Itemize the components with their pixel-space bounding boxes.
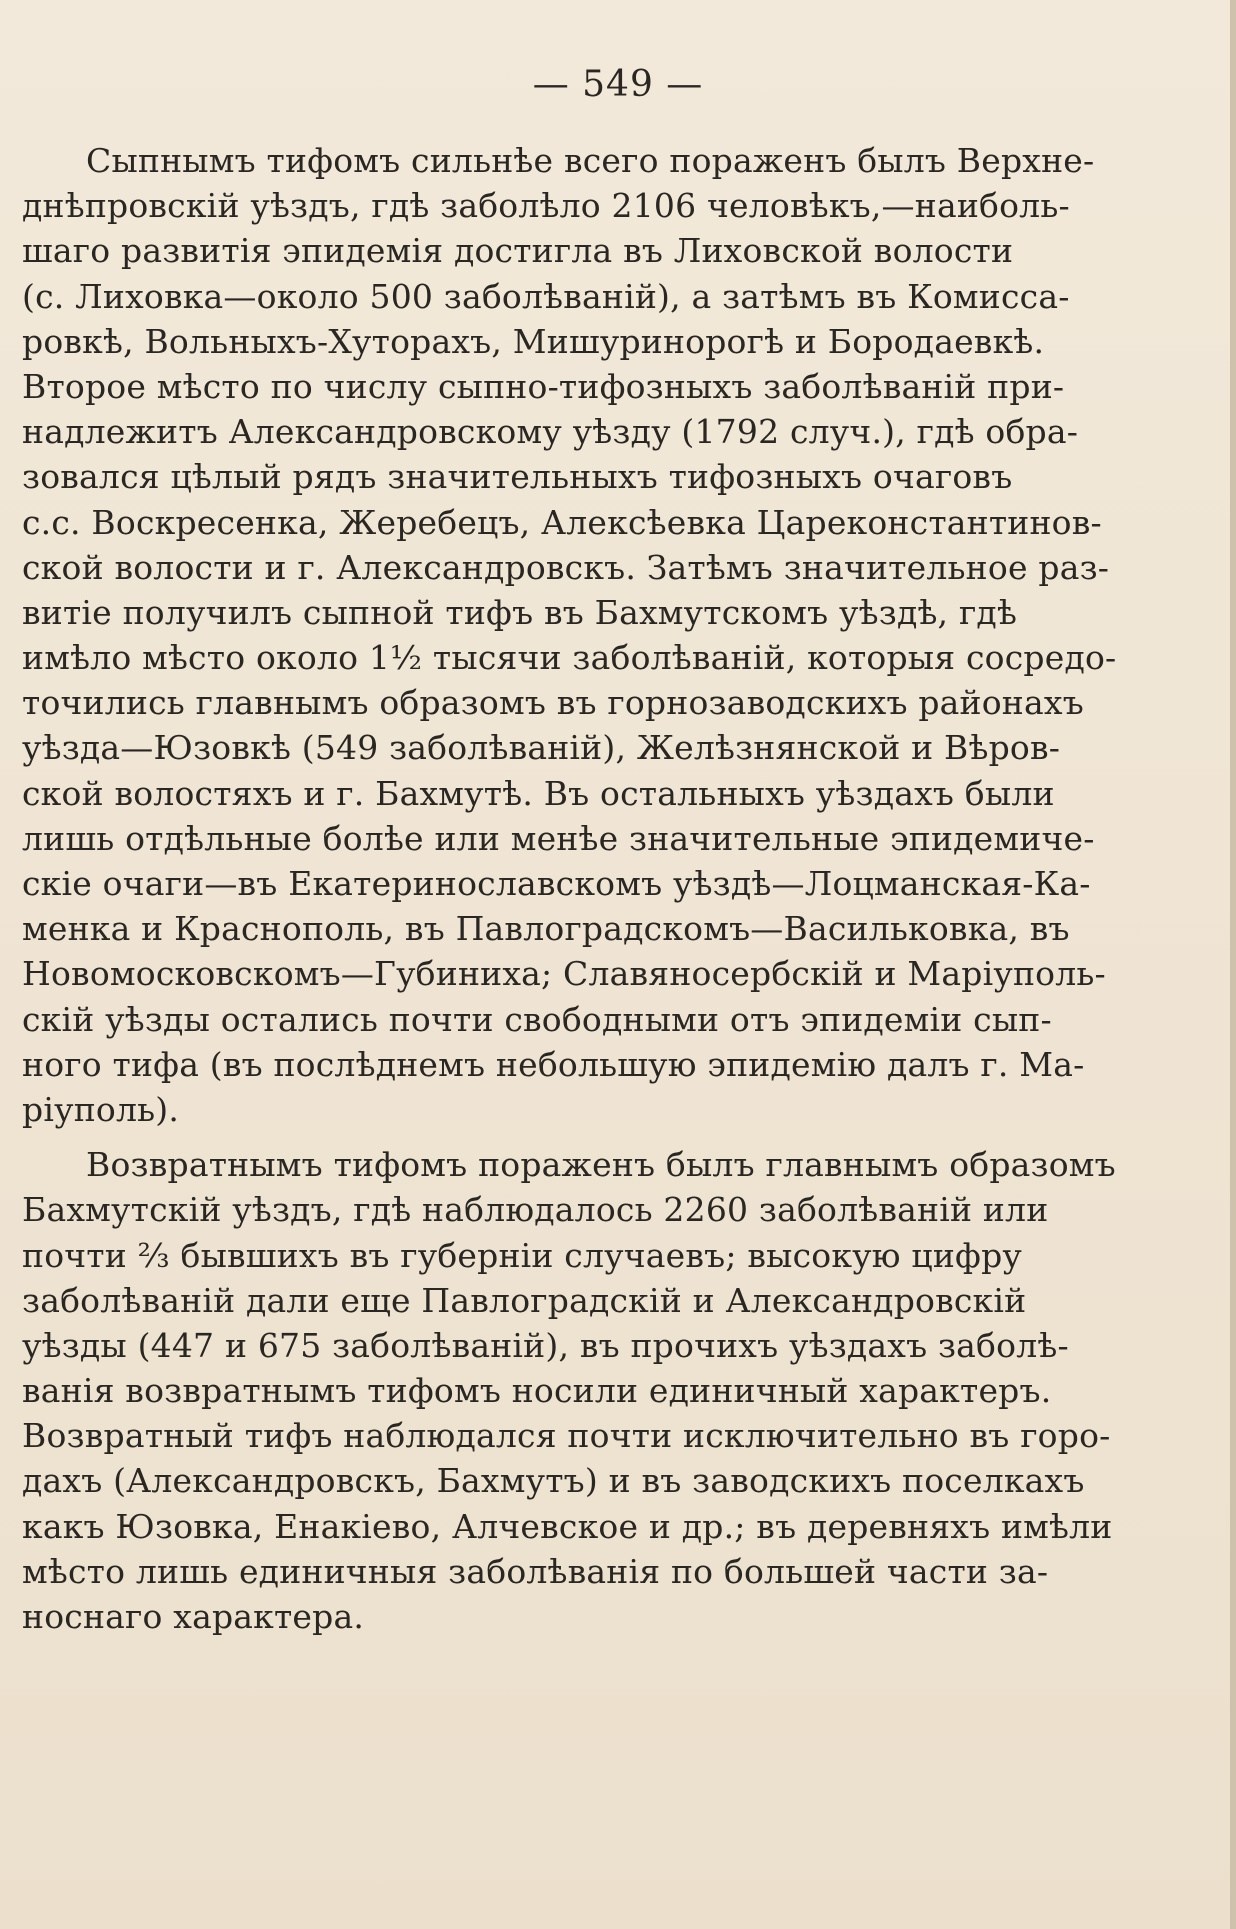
- text-line: ванія возвратнымъ тифомъ носили единичный характеръ.: [22, 1371, 1052, 1411]
- text-line: Сыпнымъ тифомъ сильнѣе всего пораженъ былъ Верхне-: [86, 141, 1095, 180]
- text-line: Бахмутскій уѣздъ, гдѣ наблюдалось 2260 заболѣваній или: [22, 1190, 1049, 1230]
- text-line: имѣло мѣсто около 1½ тысячи заболѣваній, которыя сосредо-: [22, 638, 1117, 678]
- text-line: (с. Лиховка—около 500 заболѣваній), а затѣмъ въ Комисса-: [22, 276, 1070, 316]
- text-line: Возвратнымъ тифомъ пораженъ былъ главнымъ образомъ: [86, 1145, 1116, 1185]
- text-line: надлежитъ Александровскому уѣзду (1792 случ.), гдѣ обра-: [22, 412, 1079, 452]
- text-line: ской волостяхъ и г. Бахмутѣ. Въ остальныхъ уѣздахъ были: [22, 773, 1055, 813]
- body-text: [22, 138, 1117, 1639]
- text-line: какъ Юзовка, Енакіево, Алчевское и др.; въ деревняхъ имѣли: [22, 1506, 1113, 1546]
- text-line: заболѣваній дали еще Павлоградскій и Александровскій: [22, 1280, 1027, 1320]
- text-line: носнаго характера.: [22, 1597, 365, 1636]
- text-line: Второе мѣсто по числу сыпно-тифозныхъ заболѣваній при-: [22, 366, 1065, 406]
- text-line: уѣзда—Юзовкѣ (549 заболѣваній), Желѣзнянской и Вѣров-: [22, 728, 1061, 768]
- text-line: менка и Краснополь, въ Павлоградскомъ—Васильковка, въ: [22, 909, 1070, 949]
- text-line: Новомосковскомъ—Губиниха; Славяносербскій и Маріуполь-: [22, 954, 1106, 994]
- text-line: дахъ (Александровскъ, Бахмутъ) и въ заводскихъ поселкахъ: [22, 1461, 1085, 1501]
- paragraph-typhus-recurrent: [22, 1142, 1116, 1639]
- text-line: мѣсто лишь единичныя заболѣванія по большей части за-: [22, 1551, 1049, 1591]
- text-line: лишь отдѣльные болѣе или менѣе значительные эпидемиче-: [22, 818, 1095, 858]
- paragraph-typhus-exanthematic: [22, 138, 1117, 1132]
- text-line: точились главнымъ образомъ въ горнозаводскихъ районахъ: [22, 683, 1084, 723]
- text-line: днѣпровскій уѣздъ, гдѣ заболѣло 2106 человѣкъ,—наиболь-: [22, 186, 1070, 226]
- text-line: зовался цѣлый рядъ значительныхъ тифозныхъ очаговъ: [22, 457, 1013, 497]
- text-line: почти ⅔ бывшихъ въ губерніи случаевъ; высокую цифру: [22, 1235, 1023, 1275]
- text-line: Возвратный тифъ наблюдался почти исключительно въ горо-: [22, 1416, 1111, 1456]
- text-line: ровкѣ, Вольныхъ-Хуторахъ, Мишуринорогѣ и Бородаевкѣ.: [22, 321, 1045, 361]
- text-line: скій уѣзды остались почти свободными отъ эпидеміи сып-: [22, 999, 1052, 1039]
- text-line: ного тифа (въ послѣднемъ небольшую эпидемію далъ г. Ма-: [22, 1044, 1085, 1084]
- text-line: ской волости и г. Александровскъ. Затѣмъ значительное раз-: [22, 547, 1110, 587]
- text-line: уѣзды (447 и 675 заболѣваній), въ прочихъ уѣздахъ заболѣ-: [22, 1325, 1069, 1365]
- page-number: — 549 —: [532, 64, 704, 105]
- text-line: витіе получилъ сыпной тифъ въ Бахмутскомъ уѣздѣ, гдѣ: [22, 592, 1018, 632]
- text-line: скіе очаги—въ Екатеринославскомъ уѣздѣ—Лоцманская-Ка-: [22, 864, 1091, 903]
- text-line: шаго развитія эпидемія достигла въ Лиховской волости: [22, 231, 1014, 271]
- page-edge: [1230, 0, 1236, 1929]
- text-line: ріуполь).: [22, 1089, 180, 1129]
- text-line: с.с. Воскресенка, Жеребецъ, Алексѣевка Цареконстантинов-: [22, 502, 1102, 542]
